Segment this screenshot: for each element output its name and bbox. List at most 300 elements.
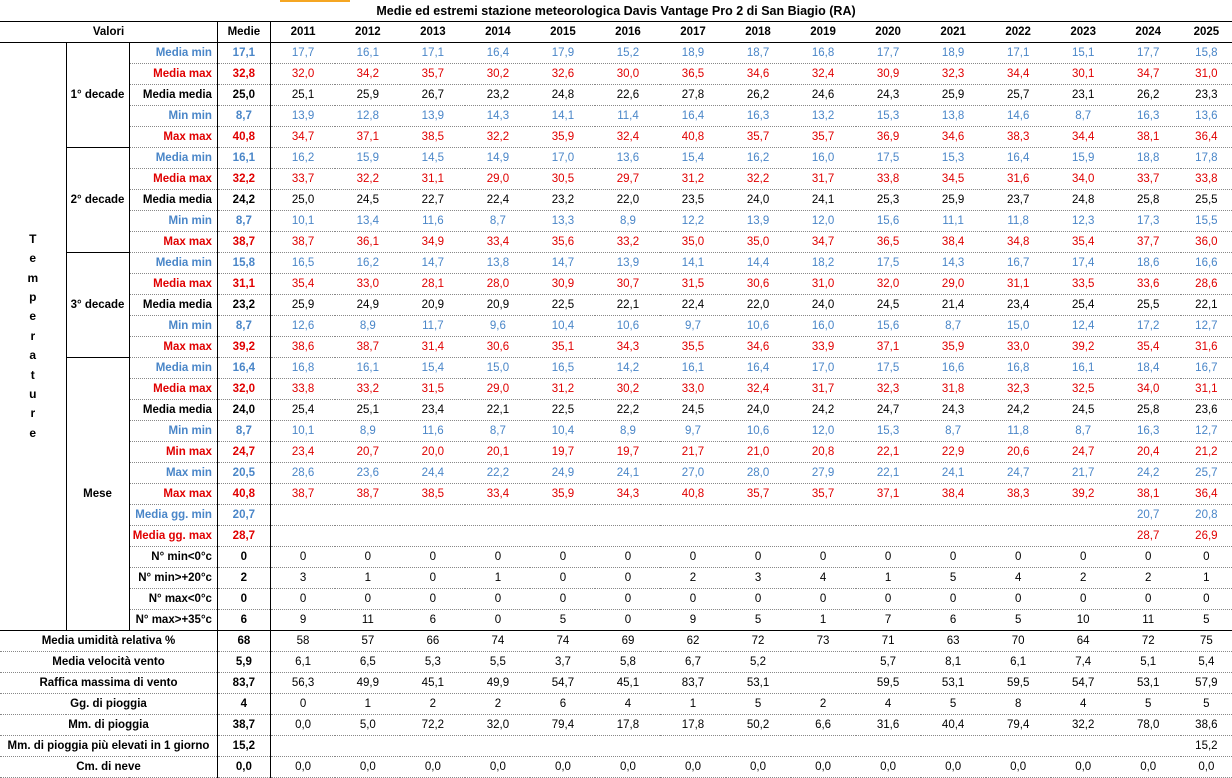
cell-value [791, 526, 856, 547]
row-label: N° min<0°c [129, 547, 217, 568]
cell-value: 22,1 [1181, 295, 1232, 316]
cell-value [660, 505, 725, 526]
cell-value: 34,7 [270, 127, 335, 148]
row-label: Min min [129, 421, 217, 442]
cell-value: 34,0 [1051, 169, 1116, 190]
header-year: 2023 [1051, 22, 1116, 43]
cell-value: 6,6 [791, 715, 856, 736]
cell-value: 54,7 [530, 673, 595, 694]
row-label: Media max [129, 379, 217, 400]
cell-value: 12,7 [1181, 421, 1232, 442]
cell-value: 28,0 [465, 274, 530, 295]
cell-value: 8,9 [335, 316, 400, 337]
cell-value: 0,0 [465, 757, 530, 778]
cell-value: 30,9 [856, 64, 921, 85]
cell-value: 31,6 [986, 169, 1051, 190]
cell-value [335, 736, 400, 757]
medie-value: 32,8 [217, 64, 270, 85]
cell-value: 13,3 [530, 211, 595, 232]
cell-value: 27,0 [660, 463, 725, 484]
cell-value: 35,9 [921, 337, 986, 358]
table-row [0, 631, 1232, 652]
cell-value: 0,0 [1116, 757, 1181, 778]
cell-value: 30,6 [726, 274, 791, 295]
cell-value: 12,7 [1181, 316, 1232, 337]
cell-value: 0 [986, 547, 1051, 568]
cell-value: 2 [1051, 568, 1116, 589]
medie-value: 16,4 [217, 358, 270, 379]
cell-value: 79,4 [530, 715, 595, 736]
cell-value [465, 505, 530, 526]
cell-value: 16,1 [660, 358, 725, 379]
cell-value: 20,7 [1116, 505, 1181, 526]
cell-value [726, 526, 791, 547]
cell-value: 13,8 [465, 253, 530, 274]
medie-value: 15,2 [217, 736, 270, 757]
cell-value: 14,7 [530, 253, 595, 274]
cell-value: 15,9 [335, 148, 400, 169]
row-label: Media umidità relativa % [0, 631, 217, 652]
row-label: Media media [129, 190, 217, 211]
cell-value [1051, 736, 1116, 757]
cell-value: 6 [921, 610, 986, 631]
cell-value: 10,6 [726, 316, 791, 337]
cell-value: 56,3 [270, 673, 335, 694]
cell-value: 27,9 [791, 463, 856, 484]
table-row [0, 652, 1232, 673]
cell-value: 24,7 [856, 400, 921, 421]
cell-value: 22,5 [530, 295, 595, 316]
cell-value: 20,0 [400, 442, 465, 463]
cell-value: 15,2 [595, 43, 660, 64]
cell-value: 11,1 [921, 211, 986, 232]
cell-value: 17,7 [270, 43, 335, 64]
row-label: Min max [129, 442, 217, 463]
cell-value: 0 [530, 589, 595, 610]
cell-value: 33,0 [986, 337, 1051, 358]
cell-value: 30,5 [530, 169, 595, 190]
cell-value: 13,8 [921, 106, 986, 127]
cell-value: 24,0 [726, 400, 791, 421]
cell-value: 32,0 [270, 64, 335, 85]
cell-value: 35,7 [791, 484, 856, 505]
cell-value: 20,6 [986, 442, 1051, 463]
cell-value: 37,1 [856, 337, 921, 358]
cell-value: 38,1 [1116, 484, 1181, 505]
cell-value [856, 736, 921, 757]
cell-value: 9,7 [660, 316, 725, 337]
cell-value [465, 526, 530, 547]
cell-value [791, 736, 856, 757]
cell-value: 24,1 [921, 463, 986, 484]
cell-value: 23,4 [400, 400, 465, 421]
cell-value [1051, 526, 1116, 547]
row-label: Max max [129, 127, 217, 148]
cell-value: 16,1 [335, 43, 400, 64]
cell-value [595, 736, 660, 757]
cell-value [530, 526, 595, 547]
table-row [0, 421, 1232, 442]
cell-value: 30,7 [595, 274, 660, 295]
table-row [0, 400, 1232, 421]
cell-value: 0 [921, 589, 986, 610]
cell-value: 34,0 [1116, 379, 1181, 400]
row-label: Cm. di neve [0, 757, 217, 778]
cell-value: 0 [465, 610, 530, 631]
cell-value: 24,2 [791, 400, 856, 421]
cell-value: 17,7 [1116, 43, 1181, 64]
cell-value: 59,5 [986, 673, 1051, 694]
cell-value: 23,2 [530, 190, 595, 211]
medie-value: 0 [217, 589, 270, 610]
cell-value: 37,7 [1116, 232, 1181, 253]
cell-value: 0,0 [335, 757, 400, 778]
cell-value: 23,6 [1181, 400, 1232, 421]
cell-value: 78,0 [1116, 715, 1181, 736]
cell-value: 38,4 [921, 484, 986, 505]
cell-value: 14,3 [921, 253, 986, 274]
cell-value: 13,6 [1181, 106, 1232, 127]
cell-value [791, 673, 856, 694]
cell-value: 39,2 [1051, 484, 1116, 505]
cell-value: 0 [921, 547, 986, 568]
cell-value: 0 [726, 589, 791, 610]
header-year: 2015 [530, 22, 595, 43]
cell-value: 35,7 [726, 484, 791, 505]
cell-value: 22,7 [400, 190, 465, 211]
cell-value: 16,3 [1116, 106, 1181, 127]
cell-value: 22,4 [465, 190, 530, 211]
row-label: Media min [129, 253, 217, 274]
cell-value: 6,1 [986, 652, 1051, 673]
cell-value: 6,7 [660, 652, 725, 673]
cell-value: 5,7 [856, 652, 921, 673]
cell-value: 16,0 [791, 148, 856, 169]
cell-value: 31,5 [400, 379, 465, 400]
cell-value: 9,6 [465, 316, 530, 337]
cell-value: 0 [335, 547, 400, 568]
cell-value: 0 [1051, 589, 1116, 610]
cell-value: 38,3 [986, 127, 1051, 148]
cell-value [921, 505, 986, 526]
row-label: Media max [129, 169, 217, 190]
cell-value: 29,7 [595, 169, 660, 190]
cell-value: 31,2 [530, 379, 595, 400]
cell-value: 22,5 [530, 400, 595, 421]
table-row [0, 127, 1232, 148]
table-row [0, 463, 1232, 484]
cell-value: 28,1 [400, 274, 465, 295]
row-label: Media max [129, 274, 217, 295]
cell-value: 18,9 [921, 43, 986, 64]
cell-value: 19,7 [595, 442, 660, 463]
cell-value: 45,1 [595, 673, 660, 694]
cell-value: 26,7 [400, 85, 465, 106]
cell-value: 21,7 [660, 442, 725, 463]
cell-value: 33,7 [1116, 169, 1181, 190]
temperature-letter: e [29, 425, 37, 440]
cell-value: 18,8 [1116, 148, 1181, 169]
row-label: Mm. di pioggia più elevati in 1 giorno [0, 736, 217, 757]
cell-value: 0 [595, 547, 660, 568]
medie-value: 31,1 [217, 274, 270, 295]
header-year: 2025 [1181, 22, 1232, 43]
row-label: Min min [129, 316, 217, 337]
header-year: 2013 [400, 22, 465, 43]
cell-value: 17,2 [1116, 316, 1181, 337]
cell-value: 8,7 [921, 316, 986, 337]
cell-value: 14,1 [660, 253, 725, 274]
medie-value: 28,7 [217, 526, 270, 547]
cell-value: 24,3 [921, 400, 986, 421]
medie-value: 8,7 [217, 106, 270, 127]
cell-value: 11 [335, 610, 400, 631]
cell-value: 17,8 [1181, 148, 1232, 169]
medie-value: 38,7 [217, 232, 270, 253]
cell-value: 37,1 [856, 484, 921, 505]
cell-value: 19,7 [530, 442, 595, 463]
cell-value: 9 [270, 610, 335, 631]
cell-value: 22,2 [465, 463, 530, 484]
medie-value: 6 [217, 610, 270, 631]
cell-value [270, 736, 335, 757]
cell-value: 15,3 [856, 106, 921, 127]
cell-value: 54,7 [1051, 673, 1116, 694]
cell-value: 0 [726, 547, 791, 568]
cell-value [1051, 505, 1116, 526]
header-year: 2014 [465, 22, 530, 43]
table-row [0, 274, 1232, 295]
cell-value: 57 [335, 631, 400, 652]
table-row [0, 106, 1232, 127]
cell-value [400, 736, 465, 757]
cell-value: 30,6 [465, 337, 530, 358]
cell-value: 20,9 [465, 295, 530, 316]
cell-value: 11,8 [986, 211, 1051, 232]
cell-value: 34,6 [921, 127, 986, 148]
cell-value: 0,0 [530, 757, 595, 778]
cell-value: 35,4 [270, 274, 335, 295]
cell-value: 25,9 [921, 85, 986, 106]
cell-value: 18,7 [726, 43, 791, 64]
cell-value [270, 505, 335, 526]
cell-value: 33,6 [1116, 274, 1181, 295]
temperature-letter: T [29, 231, 37, 246]
cell-value: 16,8 [270, 358, 335, 379]
cell-value: 0 [856, 547, 921, 568]
cell-value: 15,0 [465, 358, 530, 379]
cell-value: 24,6 [791, 85, 856, 106]
temperature-letter: p [29, 289, 37, 304]
cell-value: 34,8 [986, 232, 1051, 253]
cell-value: 15,1 [1051, 43, 1116, 64]
cell-value: 23,1 [1051, 85, 1116, 106]
row-label: Media min [129, 43, 217, 64]
table-row [0, 64, 1232, 85]
cell-value: 25,7 [1181, 463, 1232, 484]
cell-value: 1 [335, 694, 400, 715]
cell-value: 2 [400, 694, 465, 715]
cell-value: 38,5 [400, 484, 465, 505]
cell-value: 14,6 [986, 106, 1051, 127]
cell-value: 16,1 [1051, 358, 1116, 379]
cell-value: 34,6 [726, 64, 791, 85]
cell-value: 35,9 [530, 484, 595, 505]
cell-value [986, 505, 1051, 526]
cell-value: 26,9 [1181, 526, 1232, 547]
row-label: N° min>+20°c [129, 568, 217, 589]
cell-value: 7,4 [1051, 652, 1116, 673]
table-row [0, 232, 1232, 253]
cell-value: 11,8 [986, 421, 1051, 442]
cell-value: 0,0 [921, 757, 986, 778]
cell-value: 0,0 [400, 757, 465, 778]
cell-value: 2 [791, 694, 856, 715]
cell-value: 0 [270, 589, 335, 610]
medie-value: 0,0 [217, 757, 270, 778]
cell-value: 32,0 [856, 274, 921, 295]
table-row [0, 43, 1232, 64]
cell-value: 0 [1116, 589, 1181, 610]
cell-value: 33,2 [595, 232, 660, 253]
cell-value: 35,4 [1116, 337, 1181, 358]
temperature-letter: t [30, 367, 35, 382]
cell-value: 32,5 [1051, 379, 1116, 400]
cell-value: 25,9 [921, 190, 986, 211]
cell-value: 0,0 [270, 757, 335, 778]
table-row [0, 85, 1232, 106]
cell-value: 14,1 [530, 106, 595, 127]
temperature-letter: r [30, 328, 36, 343]
cell-value: 34,2 [335, 64, 400, 85]
cell-value: 0 [270, 694, 335, 715]
header-year: 2018 [726, 22, 791, 43]
cell-value: 13,4 [335, 211, 400, 232]
medie-value: 40,8 [217, 127, 270, 148]
cell-value: 8,7 [1051, 421, 1116, 442]
cell-value: 33,4 [465, 232, 530, 253]
cell-value [465, 736, 530, 757]
cell-value [986, 736, 1051, 757]
cell-value: 4 [595, 694, 660, 715]
cell-value: 22,6 [595, 85, 660, 106]
cell-value: 74 [465, 631, 530, 652]
cell-value: 0,0 [791, 757, 856, 778]
cell-value: 32,2 [465, 127, 530, 148]
cell-value: 15,8 [1181, 43, 1232, 64]
cell-value: 29,0 [465, 379, 530, 400]
cell-value: 33,5 [1051, 274, 1116, 295]
temperature-letter: e [29, 251, 37, 266]
cell-value: 11 [1116, 610, 1181, 631]
cell-value: 33,7 [270, 169, 335, 190]
table-row [0, 610, 1232, 631]
cell-value: 12,3 [1051, 211, 1116, 232]
cell-value: 36,4 [1181, 127, 1232, 148]
cell-value: 23,3 [1181, 85, 1232, 106]
header-year: 2016 [595, 22, 660, 43]
cell-value: 36,5 [660, 64, 725, 85]
medie-value: 32,0 [217, 379, 270, 400]
row-label: Max max [129, 337, 217, 358]
cell-value: 24,8 [1051, 190, 1116, 211]
cell-value: 22,0 [726, 295, 791, 316]
cell-value [595, 526, 660, 547]
cell-value: 25,4 [270, 400, 335, 421]
cell-value: 35,0 [726, 232, 791, 253]
cell-value: 33,8 [1181, 169, 1232, 190]
cell-value [530, 736, 595, 757]
cell-value: 17,8 [595, 715, 660, 736]
cell-value: 13,6 [595, 148, 660, 169]
cell-value: 5,0 [335, 715, 400, 736]
cell-value: 17,4 [1051, 253, 1116, 274]
cell-value [335, 526, 400, 547]
cell-value: 16,4 [465, 43, 530, 64]
row-label: Mm. di pioggia [0, 715, 217, 736]
cell-value: 24,3 [856, 85, 921, 106]
medie-value: 24,7 [217, 442, 270, 463]
table-row [0, 715, 1232, 736]
cell-value: 38,7 [335, 337, 400, 358]
cell-value: 72 [726, 631, 791, 652]
table-row [0, 442, 1232, 463]
medie-value: 32,2 [217, 169, 270, 190]
table-row [0, 169, 1232, 190]
period-label: 2° decade [66, 148, 129, 253]
cell-value: 31,6 [1181, 337, 1232, 358]
cell-value: 16,6 [1181, 253, 1232, 274]
cell-value: 0 [791, 547, 856, 568]
cell-value: 32,2 [335, 169, 400, 190]
cell-value: 22,4 [660, 295, 725, 316]
table-row [0, 757, 1232, 778]
period-label: Mese [66, 358, 129, 631]
period-label: 1° decade [66, 43, 129, 148]
cell-value: 33,0 [660, 379, 725, 400]
cell-value: 5,8 [595, 652, 660, 673]
cell-value: 1 [1181, 568, 1232, 589]
row-label: Max max [129, 484, 217, 505]
cell-value: 35,0 [660, 232, 725, 253]
cell-value: 34,3 [595, 337, 660, 358]
cell-value: 25,1 [335, 400, 400, 421]
cell-value [921, 736, 986, 757]
table-row [0, 316, 1232, 337]
cell-value: 4 [1051, 694, 1116, 715]
cell-value: 29,0 [465, 169, 530, 190]
cell-value: 0 [400, 589, 465, 610]
cell-value: 22,0 [595, 190, 660, 211]
cell-value: 24,7 [1051, 442, 1116, 463]
cell-value: 22,1 [465, 400, 530, 421]
cell-value: 31,1 [986, 274, 1051, 295]
cell-value: 0 [986, 589, 1051, 610]
cell-value: 25,5 [1181, 190, 1232, 211]
cell-value: 21,2 [1181, 442, 1232, 463]
cell-value: 14,5 [400, 148, 465, 169]
row-label: N° max<0°c [129, 589, 217, 610]
cell-value: 8,7 [921, 421, 986, 442]
cell-value: 50,2 [726, 715, 791, 736]
cell-value: 23,6 [335, 463, 400, 484]
cell-value: 38,1 [1116, 127, 1181, 148]
temperature-letter: u [29, 387, 37, 402]
cell-value: 0 [1116, 547, 1181, 568]
cell-value: 36,1 [335, 232, 400, 253]
cell-value: 39,2 [1051, 337, 1116, 358]
cell-value: 30,2 [595, 379, 660, 400]
